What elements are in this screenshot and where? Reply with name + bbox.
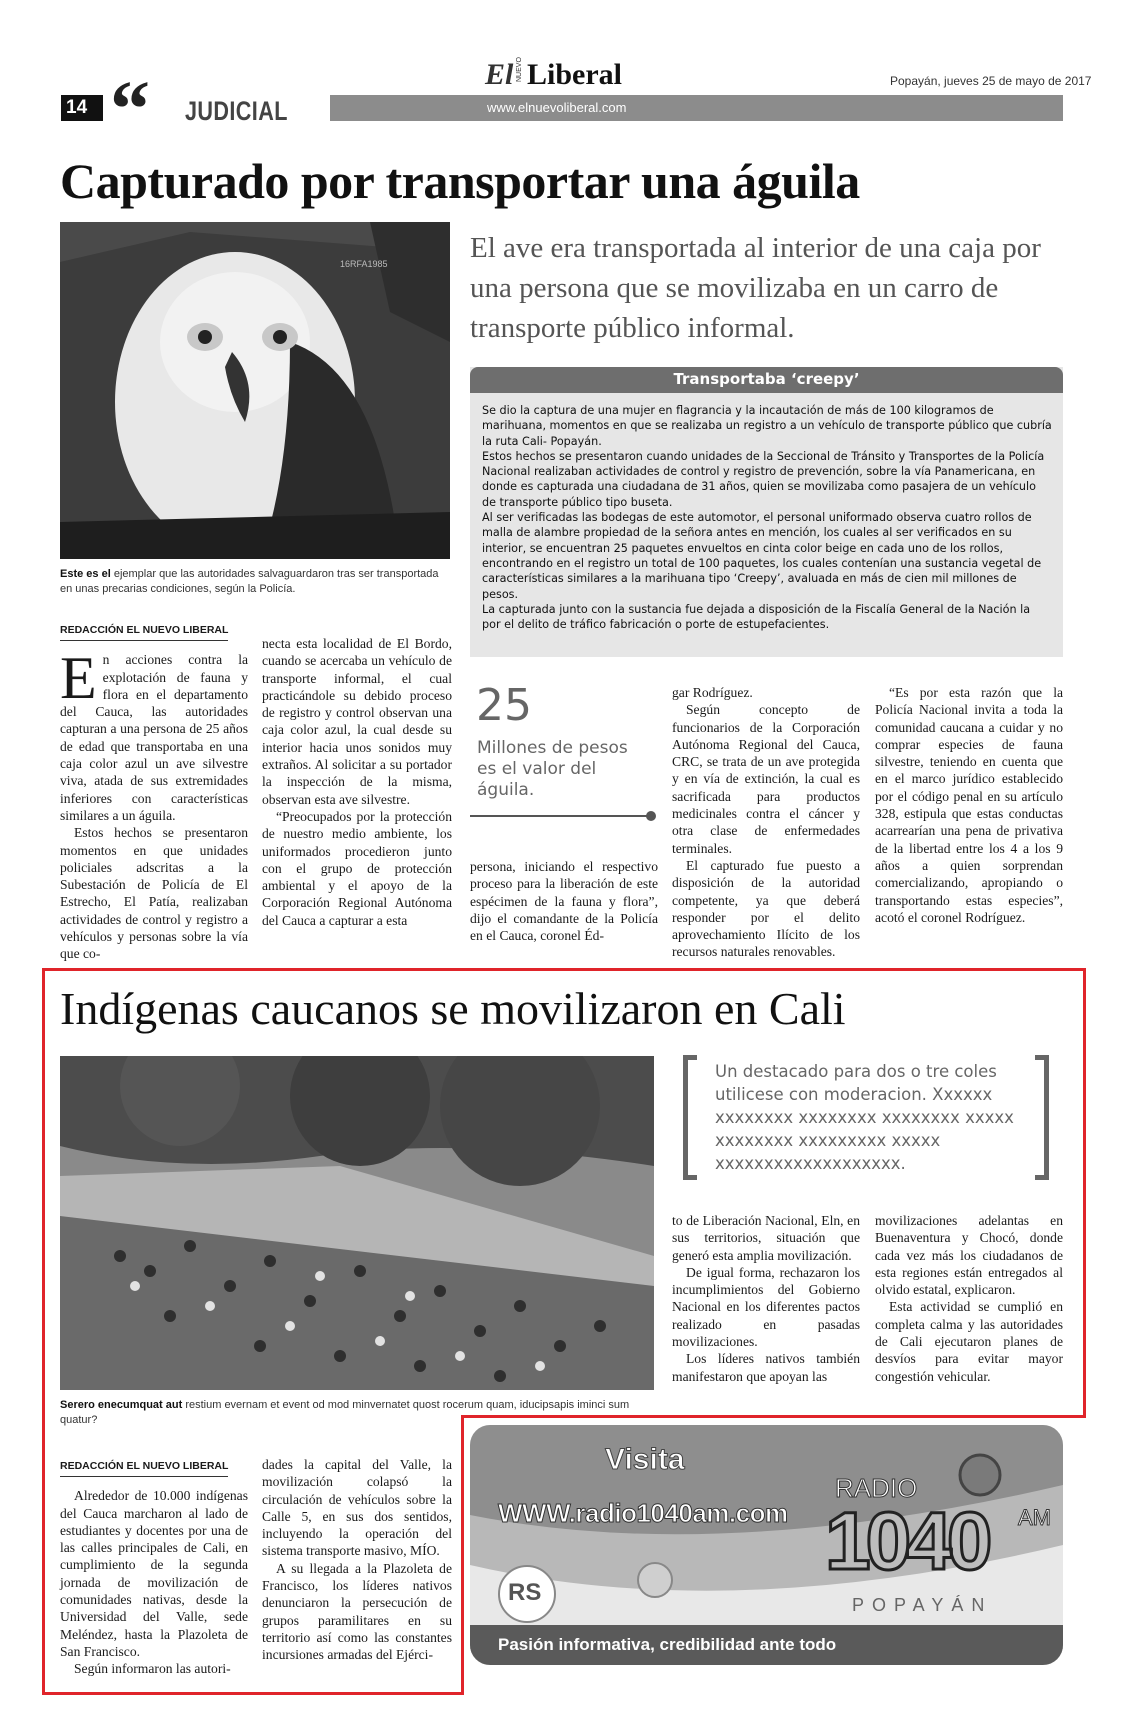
page-number: 14 [66,97,88,118]
dropcap: E [60,645,97,712]
section-name: JUDICIAL [185,96,288,126]
eagle-illustration [60,222,450,559]
caption2-text: restium evernam et event od mod minvernatet quost rocerum quam, iducipsapis iminci sum quatur? [60,1399,630,1426]
article2-col3 [672,1212,860,1385]
article1-col4-p3: El capturado fue puesto a disposición de la autoridad competente, ya que deberá responder por el delito aprovechamiento Ilícito de los recursos naturales renovables. [672,857,860,960]
eagle-photo-caption [60,567,440,596]
article1-deck: El ave era transportada al interior de una caja por una persona que se movilizaba en un carro de transporte público informal. [470,232,1041,344]
article2-col2 [262,1456,452,1664]
article2-col3-p3: Los líderes nativos también manifestaron que apoyan las [672,1351,860,1384]
article2-col3-p2: De igual forma, rechazaron los incumplimientos del Gobierno Nacional en los diferentes pactos realizado en pasadas movilizaciones. [672,1264,860,1350]
article2-byline: REDACCIÓN EL NUEVO LIBERAL [60,1458,228,1477]
sidebar-p4: La capturada junto con la sustancia fue dejada a disposición de la Fiscalía General de la Nación la por el delito de tráfico fabricación o porte de estupefacientes. [482,602,1031,632]
radio-ad[interactable] [470,1425,1063,1665]
issue-date: Popayán, jueves 25 de mayo de 2017 [890,74,1092,88]
article2-headline: Indígenas caucanos se movilizaron en Cali [60,983,846,1034]
article1-col1-p2: Estos hechos se presentaron momentos en que unidades policiales adscritas a la Subestación de Policía de El Estrecho, El Patía, realizaban actividades de control y registro a vehículos y personas sobre la vía que co- [60,825,248,962]
article1-headline: Capturado por transportar una águila [60,153,860,209]
sidebar-p2: Estos hechos se presentaron cuando unidades de la Seccional de Tránsito y Transportes de la Policía Nacional realizaban actividades de control y registro de prevención, sobre la vía Panamericana, en donde es capturada una ciudadana de 31 años, quien se movilizaba como pasajera de un vehículo de transporte público tipo buseta. [482,449,1045,509]
sidebar-box [470,367,1063,657]
article2-col1-p1: Alrededor de 10.000 indígenas del Cauca marcharon al lado de estudiantes y docentes por una de las calles principales de Cali, en cumplimiento de la segunda jornada de movilización de comunidades nativas, desde la Universidad del Valle, sede Meléndez, hasta la Plazoleta de San Francisco. [60,1488,248,1659]
header-bar [330,95,1063,121]
article1-col2-p1: necta esta localidad de El Bordo, cuando se acercaba un vehículo de transporte informal, el cual practicándole su debido proceso de registro y control observan una caja color azul, la cual desde su interior hacia unos sonidos muy extraños. Al solicitar a su portador la inspección de la misma, observan esta ave silvestre. [262,636,452,807]
stat-number: 25 [476,680,532,731]
sidebar-body [482,403,1052,632]
pullquote-bracket-left [683,1055,697,1180]
march-photo [60,1056,654,1390]
article2-col2-p2: A su llegada a la Plazoleta de Francisco, los líderes nativos denunciaron la persecución de grupos paramilitares en su territorio así como las constantes incursiones armadas del Ejérci- [262,1560,452,1663]
article2-col4 [875,1212,1063,1385]
ad-frequency: 1040 [825,1496,988,1587]
article1-col1 [60,620,248,963]
stat-rule [470,815,650,817]
caption-text: ejemplar que las autoridades salvaguardaron tras ser transportada en unas precarias condiciones, según la Policía. [60,568,439,595]
page-header [0,0,1125,154]
article1-col4-p1: gar Rodríguez. [672,685,753,700]
ad-radio-label: RADIO [835,1473,918,1503]
caption2-bold: Serero enecumquat aut [60,1399,183,1411]
stat-text: Millones de pesos es el valor del águila. [477,738,628,800]
caption-bold: Este es el [60,568,111,580]
article1-col5 [875,684,1063,926]
section-quote-mark: “ [110,66,150,154]
eagle-photo [60,222,450,559]
ad-tagline: Pasión informativa, credibilidad ante todo [498,1635,837,1654]
article1-byline: REDACCIÓN EL NUEVO LIBERAL [60,622,228,641]
photo-tag: 16RFA1985 [340,259,388,269]
article1-col5-p1: “Es por esta razón que la Policía Nacional invita a toda la comunidad caucana a cuidar y no comprar especies de fauna silvestre, teniendo en cuenta que en el marco jurídico establecido por el código penal en su artículo 328, estipula que estas conductas acarrearían una pena de privativa de la libertad entre los 4 a los 9 años a quien sorprendan comercializando, apropiando o transportando estas especies”, acotó el coronel Rodríguez. [875,685,1063,925]
ad-am: AM [1018,1505,1051,1530]
article1-col3 [470,858,658,944]
article2-col4-p2: Esta actividad se cumplió en completa calma y las autoridades de Cali ejecutaron planes de desvíos para evitar mayor congestión vehicular. [875,1299,1063,1384]
sidebar-p3: Al ser verificadas las bodegas de este automotor, el personal uniformado observa cuatro rollos de malla de alambre propiedad de la señora antes en mención, los cuales al ser verificados en su interior, se encuentran 25 paquetes envueltos en cinta color beige en cada uno de los rollos, encontrando en el registro un total de 100 paquetes, los cuales contenían una sustancia vegetal de características similares a la marihuana tipo ‘Creepy’, avaluada en más de cien mil millones de pesos. [482,511,1042,601]
website-url[interactable]: www.elnuevoliberal.com [487,100,627,115]
masthead-logo [485,58,645,94]
pullquote-bracket-right [1035,1055,1049,1180]
article2-col1-p2: Según informaron las autori- [74,1661,231,1677]
ad-city: POPAYÁN [852,1595,993,1615]
logo-nuevo: NUEVO [516,57,523,82]
stat-rule-dot [646,811,656,821]
sidebar-p1: Se dio la captura de una mujer en flagrancia y la incautación de más de 100 kilogramos de marihuana, momentos en que se realizaba un registro a un vehículo de transporte público que cubría la ruta Cali- Popayán. [482,404,1052,448]
march-illustration [60,1056,654,1390]
article1-col1-p1: n acciones contra la explotación de fauna y flora en el departamento del Cauca, las autoridades capturan a una persona de 25 años de edad que transportaba en una caja color azul un ave silvestre viva, atada de sus extremidades inferiores con características similares a un águila. [60,652,248,823]
article2-col2-p1: dades la capital del Valle, la movilización colapsó la circulación de vehículos sobre la Calle 5, en sus dos sentidos, incluyendo la operación del sistema transporte masivo, MÍO. [262,1457,452,1559]
stat-box [470,680,658,820]
rs-logo-text: RS [508,1579,542,1606]
article2-col1 [60,1456,248,1678]
pullquote-text: Un destacado para dos o tre coles utilicese con moderacion. Xxxxxx xxxxxxxx xxxxxxxx xxxxxxxx xxxxx xxxxxxxx xxxxxxxxx xxxxx xxxxxxxxxxxxxxxxxxx. [715,1062,1014,1173]
article1-col4-p2: Según concepto de funcionarios de la Corporación Autónoma Regional del Cauca, CRC, se trata de un ave protegida y en vía de extinción, la cual es sacrificada para productos medicinales contra el cáncer y otra clase de enfermedades terminales. [672,702,860,856]
article2-col4-p1: movilizaciones adelantas en Buenaventura y Chocó, donde cada vez más los ciudadanos de esta regiones están entregados al olvido estatal, explicaron. [875,1213,1063,1298]
article1-col3-p1: persona, iniciando el respectivo proceso para la liberación de este espécimen de la fauna y flora”, dijo el comandante de la Policía en el Cauca, coronel Éd- [470,859,658,944]
logo-el: El [485,58,514,91]
article1-col2-p2: “Preocupados por la protección de nuestro medio ambiente, los uniformados procedieron junto con el grupo de protección ambiental y el apoyo de la Corporación Regional Autónoma del Cauca a capturar a esta [262,808,452,928]
article2-col3-p1: to de Liberación Nacional, Eln, en sus territorios, situación que generó esta amplia movilización. [672,1213,860,1263]
ad-visita: Visita [605,1443,685,1476]
pullquote [683,1055,1049,1180]
article1-col4 [672,684,860,961]
sidebar-title: Transportaba ‘creepy’ [673,370,860,388]
ad-url[interactable]: WWW.radio1040am.com [498,1498,788,1528]
march-photo-caption [60,1398,654,1427]
logo-liberal: Liberal [527,58,622,91]
article1-col2 [262,635,452,929]
